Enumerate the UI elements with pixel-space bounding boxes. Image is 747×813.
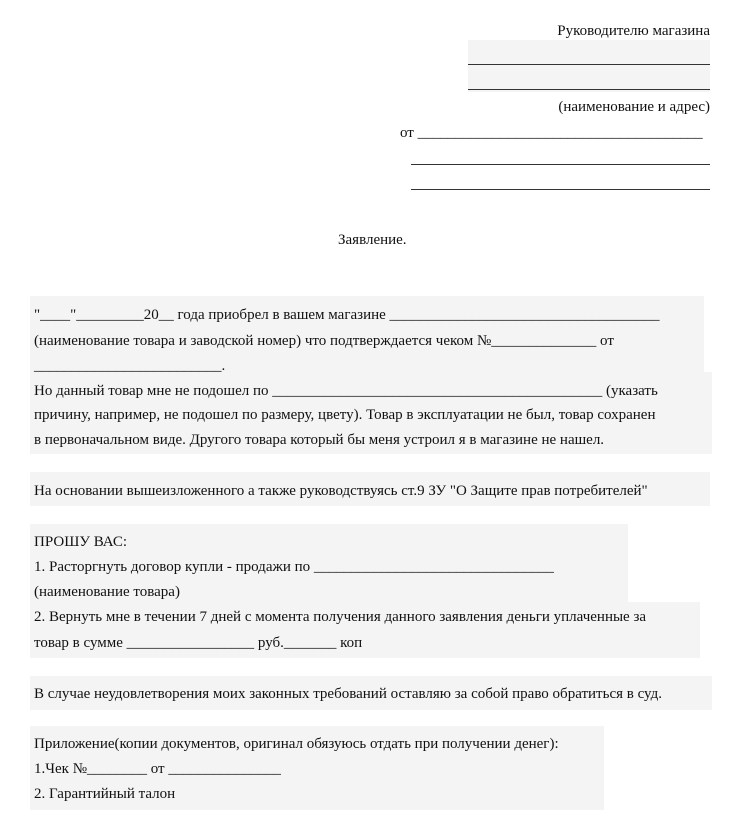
attachments-heading: Приложение(копии документов, оригинал обязуюсь отдать при получении денег): bbox=[34, 736, 559, 752]
reason-line-3: в первоначальном виде. Другого товара который бы меня устроил я в магазине не нашел. bbox=[34, 432, 605, 448]
request-heading: ПРОШУ ВАС: bbox=[34, 534, 128, 550]
shop-blank-line-1 bbox=[468, 64, 710, 65]
shop-name-hint: (наименование и адрес) bbox=[558, 99, 710, 115]
receipt-date-line: _________________________. bbox=[34, 358, 226, 374]
request-item-2-line-2: товар в сумме _________________ руб._______ коп bbox=[34, 635, 363, 651]
from-blank-line-3 bbox=[411, 189, 710, 190]
addressee-line: Руководителю магазина bbox=[557, 23, 710, 39]
from-blank-line-2 bbox=[411, 164, 710, 165]
reason-line-1: Но данный товар мне не подошел по ____________________________________________ (указать bbox=[34, 383, 658, 399]
document-title: Заявление. bbox=[338, 232, 407, 248]
request-item-1-hint: (наименование товара) bbox=[34, 584, 180, 600]
address-shade bbox=[468, 40, 710, 92]
attachment-item-1: 1.Чек №________ от _______________ bbox=[34, 761, 281, 777]
shop-blank-line-2 bbox=[468, 89, 710, 90]
basis-line: На основании вышеизложенного а также руководствуясь ст.9 ЗУ "О Защите прав потребителей" bbox=[34, 483, 648, 499]
court-line: В случае неудовлетворения моих законных требований оставляю за собой право обратиться в суд. bbox=[34, 686, 662, 702]
request-item-1: 1. Расторгнуть договор купли - продажи по ________________________________ bbox=[34, 559, 554, 575]
product-line: (наименование товара и заводской номер) что подтверждается чеком №______________ от bbox=[34, 333, 614, 349]
purchase-line: "____"_________20__ года приобрел в вашем магазине ____________________________________ bbox=[34, 307, 660, 323]
request-item-2-line-1: 2. Вернуть мне в течении 7 дней с момента получения данного заявления деньги уплаченные за bbox=[34, 609, 647, 625]
from-line: от ______________________________________ bbox=[400, 125, 703, 141]
reason-line-2: причину, например, не подошел по размеру, цвету). Товар в эксплуатации не был, товар сохранен bbox=[34, 407, 656, 423]
attachment-item-2: 2. Гарантийный талон bbox=[34, 786, 176, 802]
